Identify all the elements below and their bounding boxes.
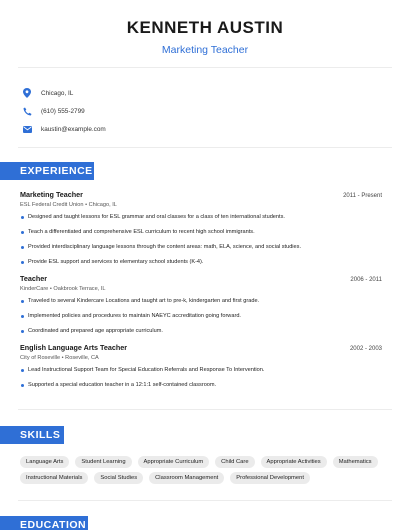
contact-email [22, 120, 106, 138]
bullet-item: Traveled to several Kindercare Locations and taught art to pre-k, kindergarten and first grade. [20, 297, 382, 312]
skill-chip: Classroom Management [149, 472, 224, 484]
candidate-role: Marketing Teacher [161, 44, 249, 56]
skill-chip: Professional Development [230, 472, 310, 484]
bullet-item: Implemented policies and procedures to maintain NAEYC accreditation going forward. [20, 312, 382, 327]
job-title: English Language Arts Teacher [20, 343, 128, 352]
contact-email-text: kaustin@example.com [41, 125, 106, 133]
contact-location-text: Chicago, IL [41, 89, 74, 97]
job-organization: KinderCare • Oakbrook Terrace, IL [20, 286, 106, 292]
job-entry [20, 190, 382, 273]
skill-chip: Appropriate Curriculum [138, 456, 210, 468]
skill-chip: Language Arts [20, 456, 69, 468]
job-title: Teacher [20, 274, 48, 283]
contact-list [22, 84, 106, 138]
skill-chip: Mathematics [333, 456, 378, 468]
skill-chip: Instructional Materials [20, 472, 88, 484]
contact-location [22, 84, 106, 102]
bullet-item: Lead Instructional Support Team for Special Education Referrals and Response To Intervention. [20, 366, 382, 381]
skill-chip: Social Studies [94, 472, 143, 484]
education-heading: EDUCATION [0, 516, 88, 530]
job-dates: 2011 - Present [343, 193, 382, 199]
resume-header [0, 18, 410, 56]
skills-list [20, 456, 390, 488]
skill-chip: Appropriate Activities [261, 456, 327, 468]
job-organization: ESL Federal Credit Union • Chicago, IL [20, 202, 117, 208]
skills-heading: SKILLS [0, 426, 64, 444]
bullet-item: Provided interdisciplinary language lessons through the content areas: math, ELA, science, and social studies. [20, 243, 382, 258]
phone-icon [22, 106, 32, 116]
location-pin-icon [22, 88, 32, 98]
skill-chip: Child Care [215, 456, 254, 468]
job-entry [20, 343, 382, 396]
candidate-name: KENNETH AUSTIN [126, 18, 284, 37]
job-dates: 2002 - 2003 [349, 346, 382, 352]
job-organization: City of Roseville • Roseville, CA [20, 355, 99, 361]
job-entry [20, 274, 382, 342]
job-bullets [20, 213, 382, 273]
job-bullets [20, 297, 382, 342]
experience-heading: EXPERIENCE [0, 162, 94, 180]
job-bullets [20, 366, 382, 396]
email-icon [22, 124, 32, 134]
job-dates: 2006 - 2011 [350, 277, 382, 283]
contact-phone [22, 102, 106, 120]
job-title: Marketing Teacher [20, 190, 83, 199]
bullet-item: Teach a differentiated and comprehensive ESL curriculum to recent high school immigrants. [20, 228, 382, 243]
skill-chip: Student Learning [75, 456, 131, 468]
bullet-item: Designed and taught lessons for ESL grammar and oral classes for a class of ten international students. [20, 213, 382, 228]
header-divider [18, 67, 392, 68]
experience-divider [18, 409, 392, 410]
bullet-item: Provide ESL support and services to elementary school students (K-4). [20, 258, 382, 273]
bullet-item: Supported a special education teacher in a 12:1:1 self-contained classroom. [20, 381, 382, 396]
bullet-item: Coordinated and prepared age appropriate curriculum. [20, 327, 382, 342]
skills-divider [18, 500, 392, 501]
contact-phone-text: (610) 555-2799 [41, 107, 85, 115]
contact-divider [18, 147, 392, 148]
